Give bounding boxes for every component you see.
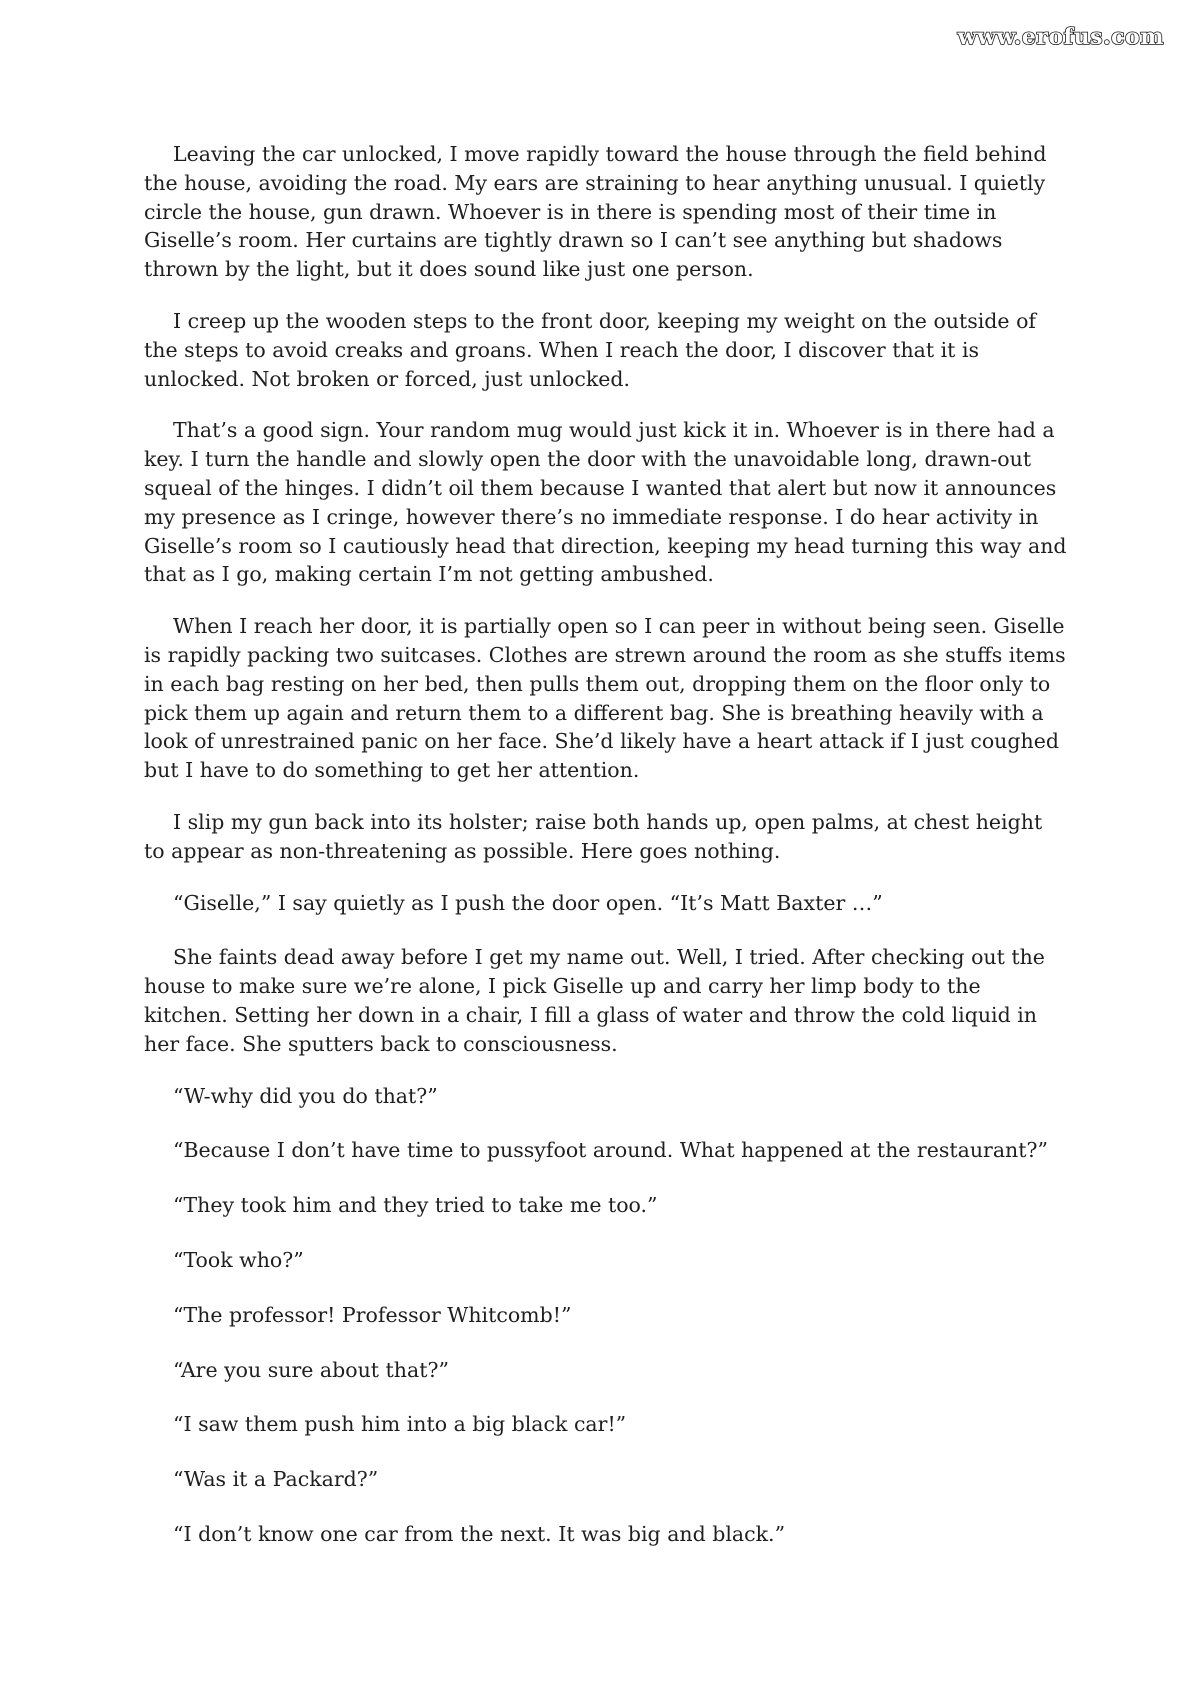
dialogue-line: “Was it a Packard?” [173, 1467, 379, 1492]
dialogue-line: “Took who?” [173, 1247, 304, 1272]
paragraph: She faints dead away before I get my name out. Well, I tried. After checking out the house to make sure we’re alone, I pick Giselle up and carry her limp body to the kitchen. Setting her down in a chair, I fill a glass of water and throw the cold liquid in her face. She sputters back to consciousness. [144, 945, 1045, 1056]
watermark-logo: www.erofus.com [957, 24, 1164, 50]
dialogue-line: “The professor! Professor Whitcomb!” [173, 1302, 572, 1327]
paragraph: I slip my gun back into its holster; raise both hands up, open palms, at chest height to appear as non-threatening as possible. Here goes nothing. [144, 809, 1043, 863]
dialogue-line: “W-why did you do that?” [173, 1083, 438, 1108]
dialogue-line: “I saw them push him into a big black car!” [173, 1412, 627, 1437]
dialogue-line: “Because I don’t have time to pussyfoot around. What happened at the restaurant?” [173, 1138, 1048, 1163]
paragraph: Leaving the car unlocked, I move rapidly toward the house through the field behind the house, avoiding the road. My ears are straining to hear anything unusual. I quietly circle the house, gun drawn. Whoever is in there is spending most of their time in Giselle’s room. Her curtains are tightly drawn so I can’t see anything but shadows thrown by the light, but it does sound like just one person. [144, 142, 1047, 282]
dialogue-line: “Giselle,” I say quietly as I push the door open. “It’s Matt Baxter …” [173, 890, 883, 915]
paragraph: That’s a good sign. Your random mug would just kick it in. Whoever is in there had a key. I turn the handle and slowly open the door with the unavoidable long, drawn-out squeal of the hinges. I didn’t oil them because I wanted that alert but now it announces my presence as I cringe, however there’s no immediate response. I do hear activity in Giselle’s room so I cautiously head that direction, keeping my head turning this way and that as I go, making certain I’m not getting ambushed. [144, 418, 1067, 587]
page-body [144, 140, 1068, 1575]
paragraph: When I reach her door, it is partially open so I can peer in without being seen. Giselle is rapidly packing two suitcases. Clothes are strewn around the room as she stuffs items in each bag resting on her bed, then pulls them out, dropping them on the floor only to pick them up again and return them to a different bag. She is breathing heavily with a look of unrestrained panic on her face. She’d likely have a heart attack if I just coughed but I have to do something to get her attention. [144, 614, 1066, 783]
paragraph: I creep up the wooden steps to the front door, keeping my weight on the outside of the steps to avoid creaks and groans. When I reach the door, I discover that it is unlocked. Not broken or forced, just unlocked. [144, 308, 1037, 391]
dialogue-line: “Are you sure about that?” [173, 1357, 449, 1382]
dialogue-line: “They took him and they tried to take me too.” [173, 1193, 658, 1218]
dialogue-line: “I don’t know one car from the next. It was big and black.” [173, 1521, 786, 1546]
